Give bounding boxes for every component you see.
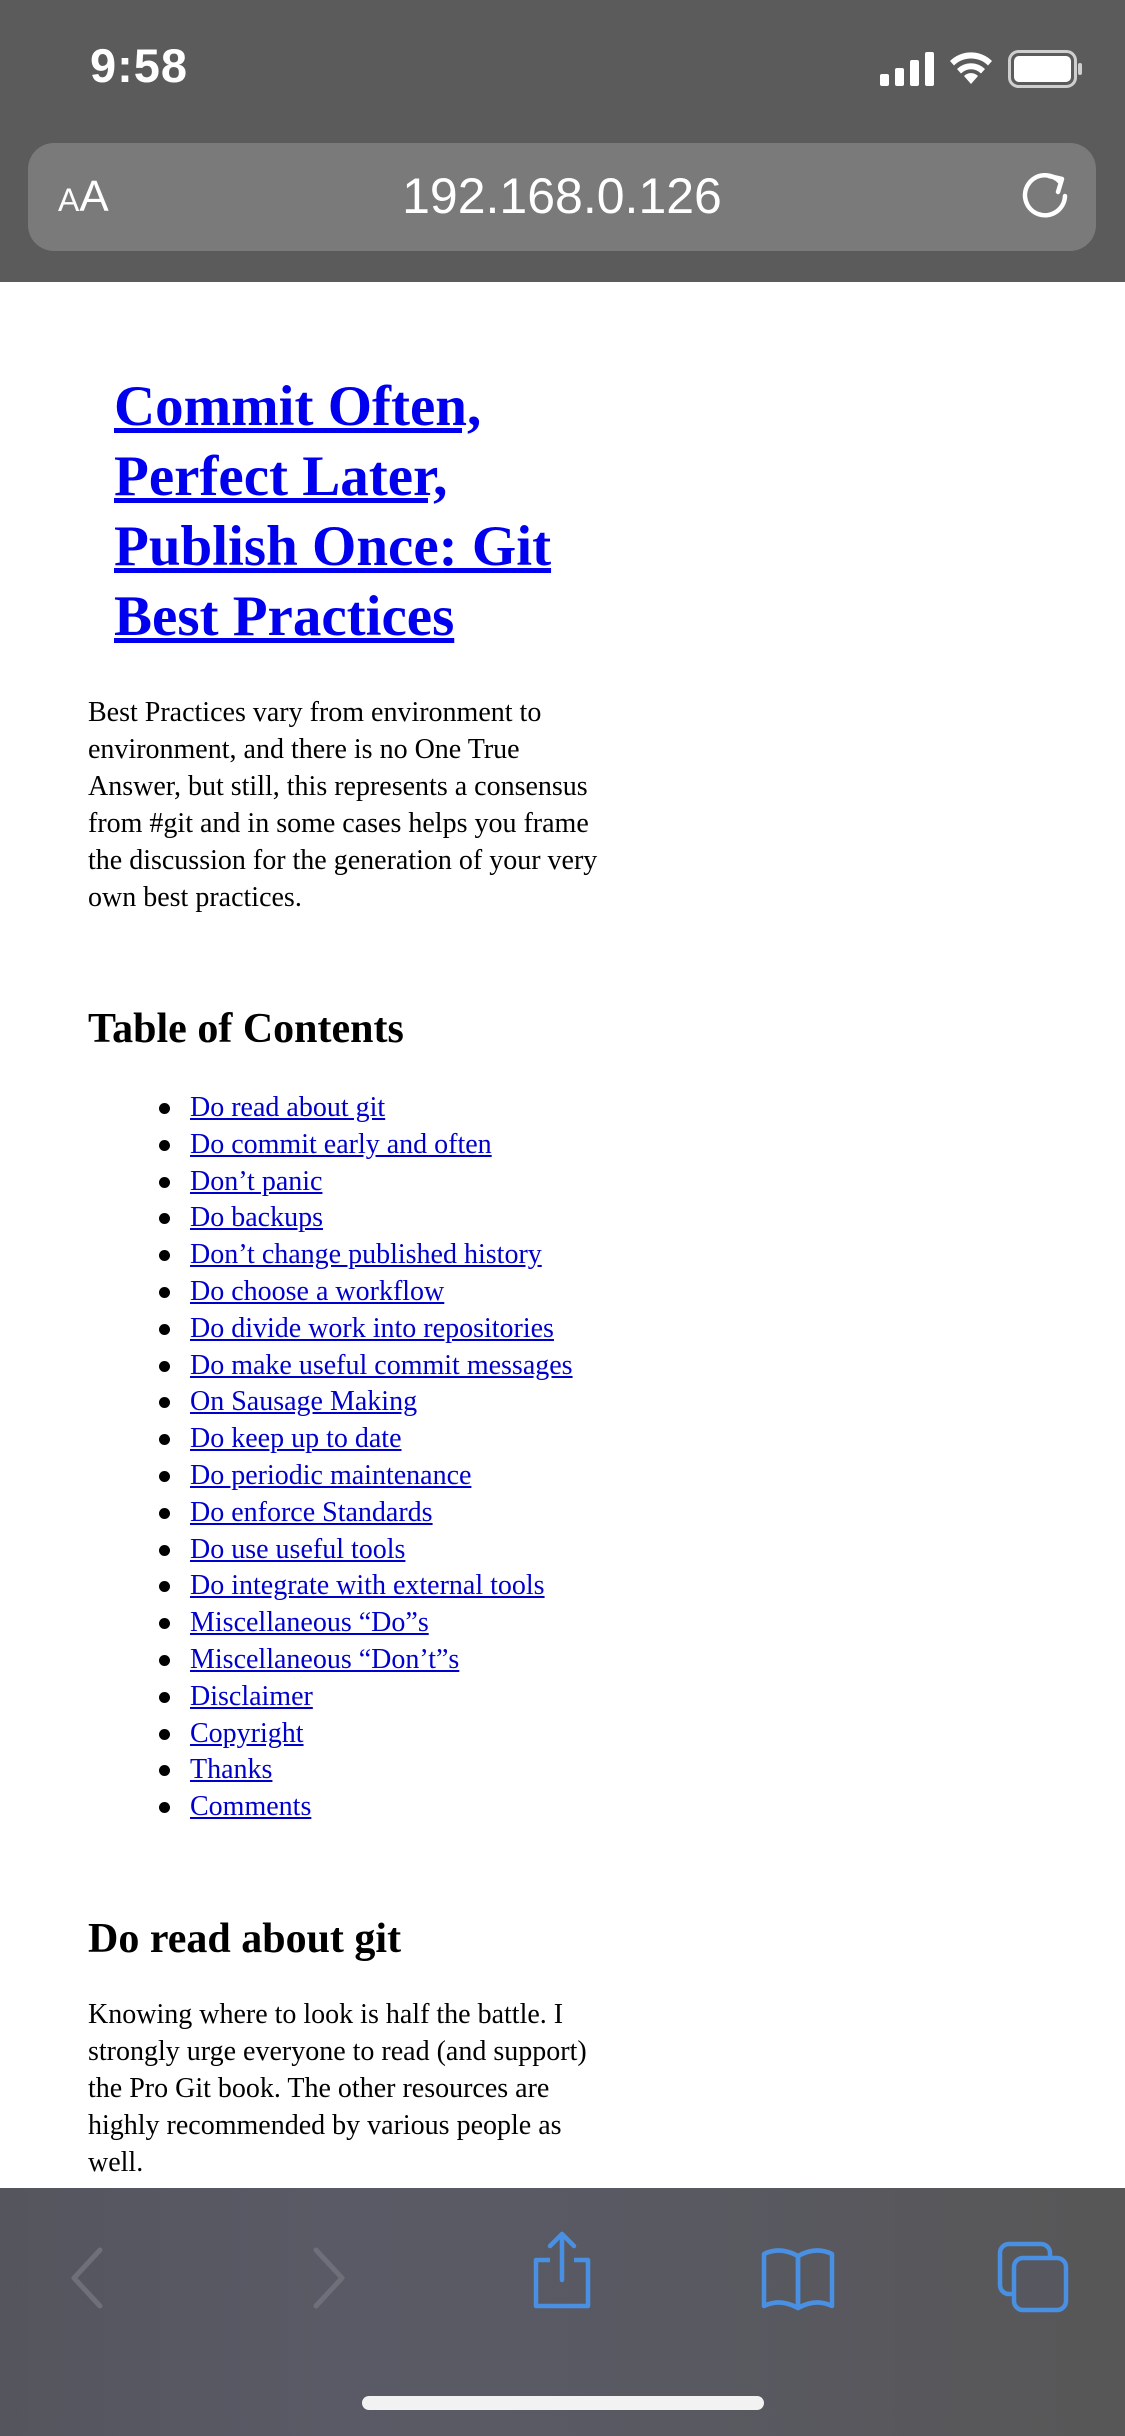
forward-icon[interactable] [288, 2238, 368, 2318]
list-item [190, 1164, 608, 1201]
toc-link[interactable]: Comments [190, 1791, 312, 1823]
page-content [88, 282, 608, 2181]
toc-link[interactable]: Thanks [190, 1754, 273, 1786]
list-item [190, 1200, 608, 1237]
toc-link[interactable]: On Sausage Making [190, 1386, 418, 1418]
toc-link[interactable]: Miscellaneous “Don’t”s [190, 1643, 460, 1675]
list-item [190, 1752, 608, 1789]
list-item [190, 1090, 608, 1127]
toc-link[interactable]: Don’t panic [190, 1165, 323, 1197]
page-title-link[interactable]: Commit Often, Perfect Later, Publish Once: Git Best Practices [114, 375, 552, 648]
toc-link[interactable]: Do enforce Standards [190, 1496, 433, 1528]
toc-list [88, 1090, 608, 1826]
bookmarks-icon[interactable] [758, 2238, 838, 2318]
list-item [190, 1679, 608, 1716]
address-bar[interactable] [28, 143, 1096, 251]
wifi-icon [948, 50, 994, 86]
toc-link[interactable]: Do keep up to date [190, 1423, 402, 1455]
list-item [190, 1237, 608, 1274]
intro-paragraph: Best Practices vary from environment to environment, and there is no One True Answer, but still, this represents a consensus from #git and in some cases helps you frame the discussion for the generation of your very own best practices. [88, 697, 598, 913]
list-item [190, 1789, 608, 1826]
toc-link[interactable]: Disclaimer [190, 1680, 313, 1712]
status-time: 9:58 [90, 39, 189, 92]
url-text[interactable]: 192.168.0.126 [402, 168, 722, 224]
toc-link[interactable]: Do periodic maintenance [190, 1459, 472, 1491]
list-item [190, 1642, 608, 1679]
toc-link[interactable]: Do commit early and often [190, 1128, 492, 1160]
list-item [190, 1568, 608, 1605]
toc-link[interactable]: Miscellaneous “Do”s [190, 1607, 429, 1639]
signal-icon [880, 52, 936, 86]
list-item [190, 1495, 608, 1532]
tabs-icon[interactable] [994, 2238, 1074, 2318]
list-item [190, 1348, 608, 1385]
toc-link[interactable]: Copyright [190, 1717, 304, 1749]
list-item [190, 1274, 608, 1311]
home-indicator[interactable] [362, 2396, 764, 2410]
list-item [190, 1458, 608, 1495]
toc-link[interactable]: Do make useful commit messages [190, 1349, 573, 1381]
section-heading: Do read about git [88, 1915, 402, 1962]
list-item [190, 1421, 608, 1458]
list-item [190, 1532, 608, 1569]
toc-link[interactable]: Do backups [190, 1202, 323, 1234]
toc-link[interactable]: Do integrate with external tools [190, 1570, 545, 1602]
section-paragraph: Knowing where to look is half the battle. I strongly urge everyone to read (and support) the Pro Git book. The other resources are highly recommended by various people as well. [88, 1998, 587, 2178]
list-item [190, 1716, 608, 1753]
back-icon[interactable] [48, 2238, 128, 2318]
browser-top-bar [0, 0, 1125, 282]
share-icon[interactable] [522, 2230, 602, 2310]
battery-icon [1008, 50, 1084, 88]
list-item [190, 1384, 608, 1421]
list-item [190, 1311, 608, 1348]
toc-link[interactable]: Do read about git [190, 1092, 386, 1123]
toc-link[interactable]: Do divide work into repositories [190, 1312, 554, 1344]
list-item [190, 1127, 608, 1164]
toc-heading: Table of Contents [88, 1006, 404, 1052]
reader-large-a: A [79, 172, 109, 221]
toc-link[interactable]: Don’t change published history [190, 1239, 542, 1271]
reader-small-a: A [58, 182, 80, 218]
toc-link[interactable]: Do choose a workflow [190, 1275, 445, 1307]
toc-link[interactable]: Do use useful tools [190, 1533, 406, 1565]
page-title [114, 372, 608, 652]
reload-icon[interactable] [1016, 167, 1074, 225]
list-item [190, 1605, 608, 1642]
